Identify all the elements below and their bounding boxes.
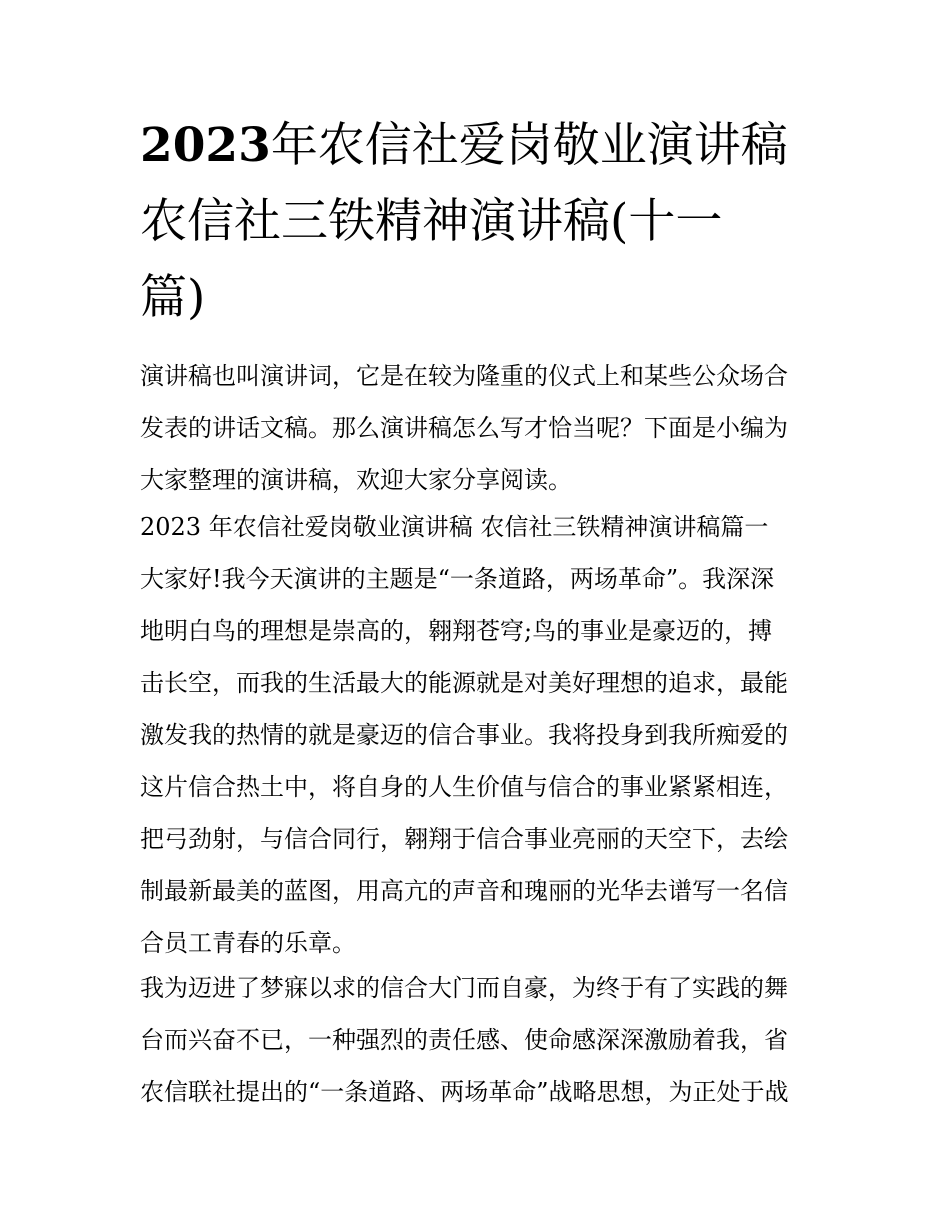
- intro-line: 发表的讲话文稿。那么演讲稿怎么写才恰当呢？下面是小编为: [140, 414, 788, 442]
- paragraph-line: 击长空，而我的生活最大的能源就是对美好理想的追求，最能: [140, 669, 788, 697]
- title-line-3: 篇): [140, 270, 206, 325]
- subheading-text: 2023 年农信社爱岗敬业演讲稿 农信社三铁精神演讲稿篇一: [140, 513, 769, 541]
- intro-paragraph: [140, 350, 820, 506]
- paragraph-line: 大家好!我今天演讲的主题是“一条道路，两场革命”。我深深: [140, 565, 775, 593]
- paragraph-line: 农信联社提出的“一条道路、两场革命”战略思想，为正处于战: [140, 1078, 789, 1106]
- section-subheading: [140, 501, 820, 553]
- speech-paragraph-1: [140, 553, 820, 969]
- paragraph-line: 我为迈进了梦寐以求的信合大门而自豪，为终于有了实践的舞: [140, 974, 788, 1002]
- intro-line: 演讲稿也叫演讲词，它是在较为隆重的仪式上和某些公众场合: [140, 362, 788, 390]
- paragraph-line: 台而兴奋不已，一种强烈的责任感、使命感深深激励着我，省: [140, 1026, 788, 1054]
- speech-paragraph-2: [140, 962, 820, 1118]
- paragraph-line: 把弓劲射，与信合同行，翱翔于信合事业亮丽的天空下，去绘: [140, 825, 788, 853]
- paragraph-line: 激发我的热情的就是豪迈的信合事业。我将投身到我所痴爱的: [140, 721, 788, 749]
- intro-line: 大家整理的演讲稿，欢迎大家分享阅读。: [140, 466, 572, 494]
- title-line-2: 农信社三铁精神演讲稿(十一: [140, 194, 723, 249]
- paragraph-line: 这片信合热土中，将自身的人生价值与信合的事业紧紧相连，: [140, 773, 788, 801]
- paragraph-line: 制最新最美的蓝图，用高亢的声音和瑰丽的光华去谱写一名信: [140, 877, 788, 905]
- document-title: [140, 108, 820, 336]
- title-year: 2023: [140, 118, 271, 173]
- title-line-1-text: 年农信社爱岗敬业演讲稿: [270, 118, 788, 173]
- paragraph-line: 合员工青春的乐章。: [140, 929, 356, 957]
- paragraph-line: 地明白鸟的理想是崇高的，翱翔苍穹;鸟的事业是豪迈的，搏: [140, 617, 773, 645]
- title-line-1: [140, 108, 820, 184]
